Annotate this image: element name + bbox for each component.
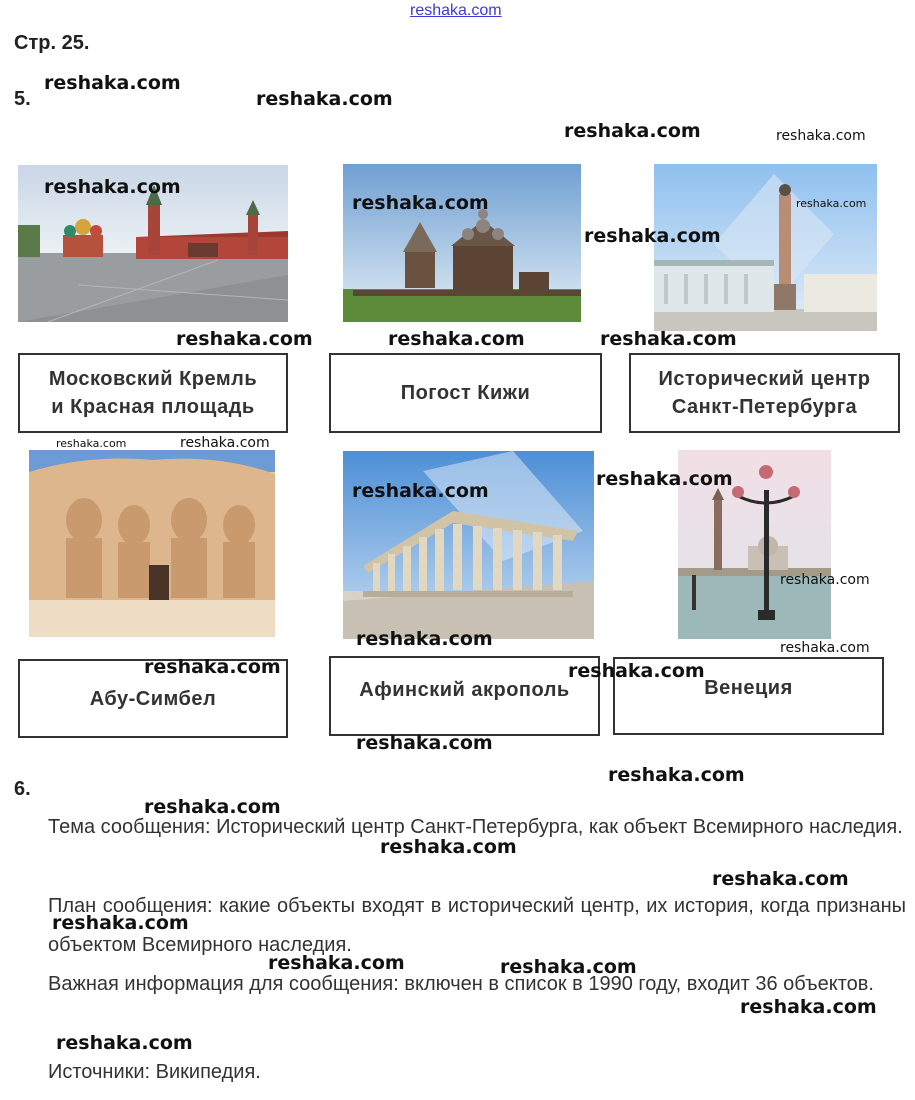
watermark: reshaka.com — [56, 437, 127, 450]
watermark: reshaka.com — [596, 468, 733, 490]
watermark: reshaka.com — [44, 72, 181, 94]
page-number: Стр. 25. — [14, 32, 90, 54]
task-6-number: 6. — [14, 778, 31, 800]
watermark: reshaka.com — [144, 656, 281, 678]
message-important-info: Важная информация для сообщения: включен в список в 1990 году, входит 36 объектов. — [48, 973, 874, 995]
watermark: reshaka.com — [176, 328, 313, 350]
watermark: reshaka.com — [500, 956, 637, 978]
watermark: reshaka.com — [56, 1032, 193, 1054]
watermark: reshaka.com — [144, 796, 281, 818]
message-topic: Тема сообщения: Исторический центр Санкт-Петербурга, как объект Всемирного наследия. — [48, 816, 903, 838]
watermark: reshaka.com — [180, 435, 270, 451]
watermark: reshaka.com — [256, 88, 393, 110]
spb-center-photo — [654, 164, 877, 331]
watermark: reshaka.com — [600, 328, 737, 350]
watermark: reshaka.com — [380, 836, 517, 858]
message-plan: План сообщения: какие объекты входят в исторический центр, их история, когда признаны объектом Всемирного наследия. — [48, 895, 906, 956]
watermark: reshaka.com — [568, 660, 705, 682]
watermark: reshaka.com — [776, 128, 866, 144]
watermark: reshaka.com — [388, 328, 525, 350]
watermark: reshaka.com — [584, 225, 721, 247]
watermark: reshaka.com — [780, 640, 870, 656]
watermark: reshaka.com — [796, 197, 867, 210]
site-link[interactable]: reshaka.com — [410, 2, 502, 19]
message-sources: Источники: Википедия. — [48, 1061, 261, 1083]
label-kizhi: Погост Кижи — [329, 353, 602, 433]
watermark: reshaka.com — [712, 868, 849, 890]
label-venice: Венеция — [613, 657, 884, 735]
watermark: reshaka.com — [564, 120, 701, 142]
label-spb-center: Исторический центр Санкт-Петербурга — [629, 353, 900, 433]
label-acropolis: Афинский акрополь — [329, 656, 600, 736]
watermark: reshaka.com — [352, 480, 489, 502]
label-abu-simbel: Абу-Симбел — [18, 659, 288, 738]
task-5-number: 5. — [14, 88, 31, 110]
watermark: reshaka.com — [780, 572, 870, 588]
watermark: reshaka.com — [356, 732, 493, 754]
watermark: reshaka.com — [268, 952, 405, 974]
watermark: reshaka.com — [608, 764, 745, 786]
kizhi-pogost-photo — [343, 164, 581, 322]
label-moscow-kremlin: Московский Кремль и Красная площадь — [18, 353, 288, 433]
watermark: reshaka.com — [52, 912, 189, 934]
watermark: reshaka.com — [44, 176, 181, 198]
watermark: reshaka.com — [352, 192, 489, 214]
watermark: reshaka.com — [356, 628, 493, 650]
watermark: reshaka.com — [740, 996, 877, 1018]
abu-simbel-photo — [29, 450, 275, 637]
